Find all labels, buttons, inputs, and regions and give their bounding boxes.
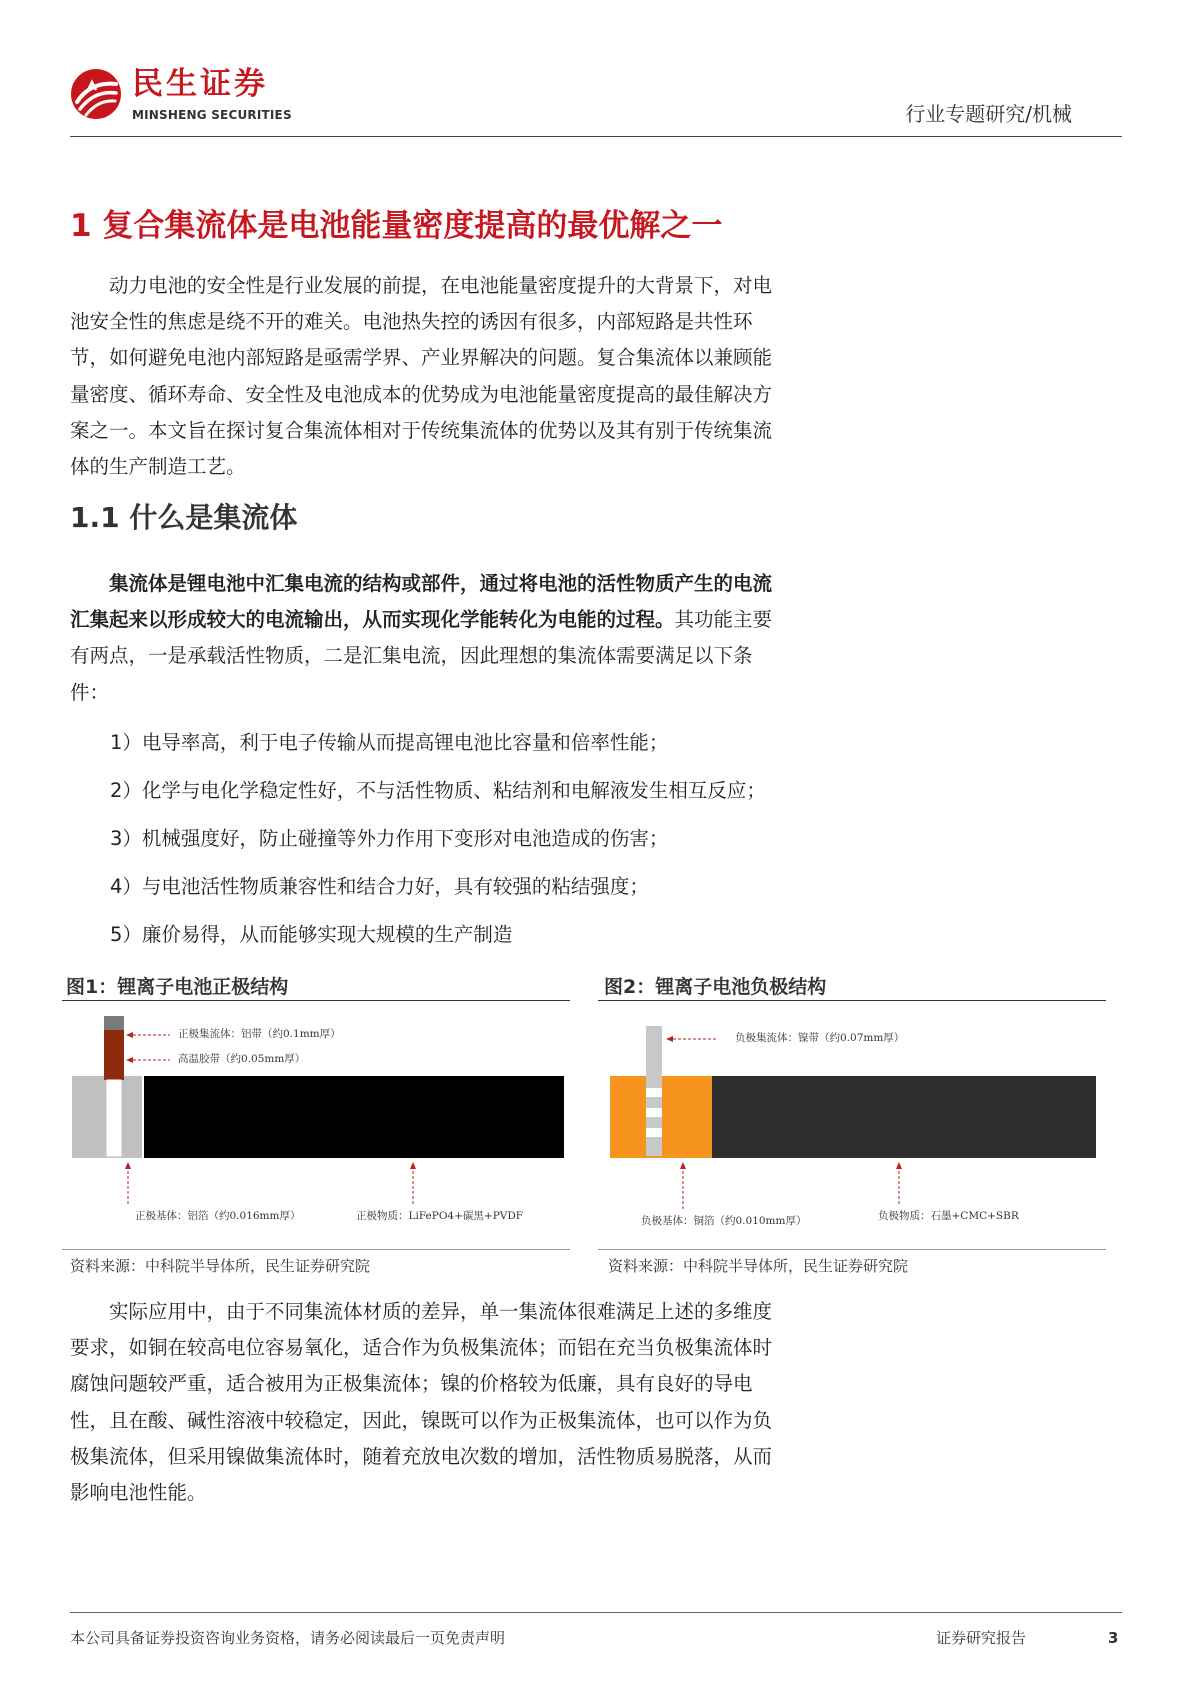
section-title: 1 复合集流体是电池能量密度提高的最优解之一 bbox=[70, 208, 723, 244]
cathode-material-block bbox=[144, 1076, 564, 1158]
page-number: 3 bbox=[1108, 1629, 1119, 1647]
figure1-label-material: 正极物质：LiFePO4+碳黑+PVDF bbox=[356, 1210, 524, 1222]
figure2-source: 资料来源：中科院半导体所，民生证券研究院 bbox=[608, 1257, 909, 1275]
figure1-top-rule bbox=[62, 1000, 570, 1001]
definition-bold-text: 集流体是锂电池中汇集电流的结构或部件，通过将电池的活性物质产生的电流汇集起来以形成较大的电流输出，从而实现化学能转化为电能的过程。 bbox=[70, 572, 773, 632]
figure1-source: 资料来源：中科院半导体所，民生证券研究院 bbox=[70, 1257, 371, 1275]
materials-paragraph: 实际应用中，由于不同集流体材质的差异，单一集流体很难满足上述的多维度要求，如铜在较高电位容易氧化，适合作为负极集流体；而铝在充当负极集流体时腐蚀问题较严重，适合被用为正极集流体；镍的价格较为低廉，具有良好的导电性，且在酸、碱性溶液中较稳定，因此，镍既可以作为正极集流体，也可以作为负极集流体，但采用镍做集流体时，随着充放电次数的增加，活性物质易脱落，从而影响电池性能。 bbox=[70, 1300, 773, 1505]
figure1-label-tape: 高温胶带（约0.05mm厚） bbox=[178, 1053, 306, 1065]
figure2-label-collector: 负极集流体：镍带（约0.07mm厚） bbox=[735, 1032, 905, 1044]
brand-name-en: MINSHENG SECURITIES bbox=[132, 108, 292, 122]
figure2-top-rule bbox=[598, 1000, 1106, 1001]
cathode-tab-top bbox=[104, 1016, 124, 1030]
condition-item: 5）廉价易得，从而能够实现大规模的生产制造 bbox=[110, 923, 513, 946]
intro-paragraph: 动力电池的安全性是行业发展的前提，在电池能量密度提升的大背景下，对电池安全性的焦虑是绕不开的难关。电池热失控的诱因有很多，内部短路是共性环节，如何避免电池内部短路是亟需学界、产业界解决的问题。复合集流体以兼顾能量密度、循环寿命、安全性及电池成本的优势成为电池能量密度提高的最佳解决方案之一。本文旨在探讨复合集流体相对于传统集流体的优势以及其有别于传统集流体的生产制造工艺。 bbox=[70, 274, 773, 479]
definition-paragraph bbox=[70, 566, 782, 711]
figure2-label-material: 负极物质：石墨+CMC+SBR bbox=[878, 1210, 1019, 1222]
figure1-label-collector: 正极集流体：铝带（约0.1mm厚） bbox=[178, 1028, 341, 1040]
anode-material-block bbox=[712, 1076, 1096, 1158]
minsheng-logo bbox=[70, 68, 122, 120]
figure1-label-substrate: 正极基体：铝箔（约0.016mm厚） bbox=[135, 1210, 301, 1222]
brand-name-cn: 民生证券 bbox=[132, 66, 268, 102]
figure2-title: 图2：锂离子电池负极结构 bbox=[604, 976, 827, 998]
footer-disclaimer: 本公司具备证券投资咨询业务资格，请务必阅读最后一页免责声明 bbox=[70, 1629, 506, 1647]
cathode-tape bbox=[104, 1030, 124, 1080]
figure1-bottom-rule bbox=[62, 1249, 570, 1250]
figure2-label-substrate: 负极基体：铜箔（约0.010mm厚） bbox=[641, 1215, 807, 1227]
subsection-title: 1.1 什么是集流体 bbox=[70, 501, 298, 534]
footer-report-label: 证券研究报告 bbox=[936, 1629, 1027, 1647]
definition-text: 其功能主要有两点，一是承载活性物质，二是汇集电流，因此理想的集流体需要满足以下条件： bbox=[70, 608, 773, 704]
header-divider bbox=[70, 136, 1122, 137]
report-category: 行业专题研究/机械 bbox=[905, 102, 1072, 126]
figure2-bottom-rule bbox=[598, 1249, 1106, 1250]
condition-item: 3）机械强度好，防止碰撞等外力作用下变形对电池造成的伤害； bbox=[110, 827, 669, 850]
figure1-title: 图1：锂离子电池正极结构 bbox=[66, 976, 289, 998]
condition-item: 1）电导率高，利于电子传输从而提高锂电池比容量和倍率性能； bbox=[110, 731, 669, 754]
condition-item: 2）化学与电化学稳定性好，不与活性物质、粘结剂和电解液发生相互反应； bbox=[110, 779, 766, 802]
footer-divider bbox=[70, 1612, 1122, 1613]
condition-item: 4）与电池活性物质兼容性和结合力好，具有较强的粘结强度； bbox=[110, 875, 649, 898]
cathode-tab-foil bbox=[107, 1080, 121, 1156]
